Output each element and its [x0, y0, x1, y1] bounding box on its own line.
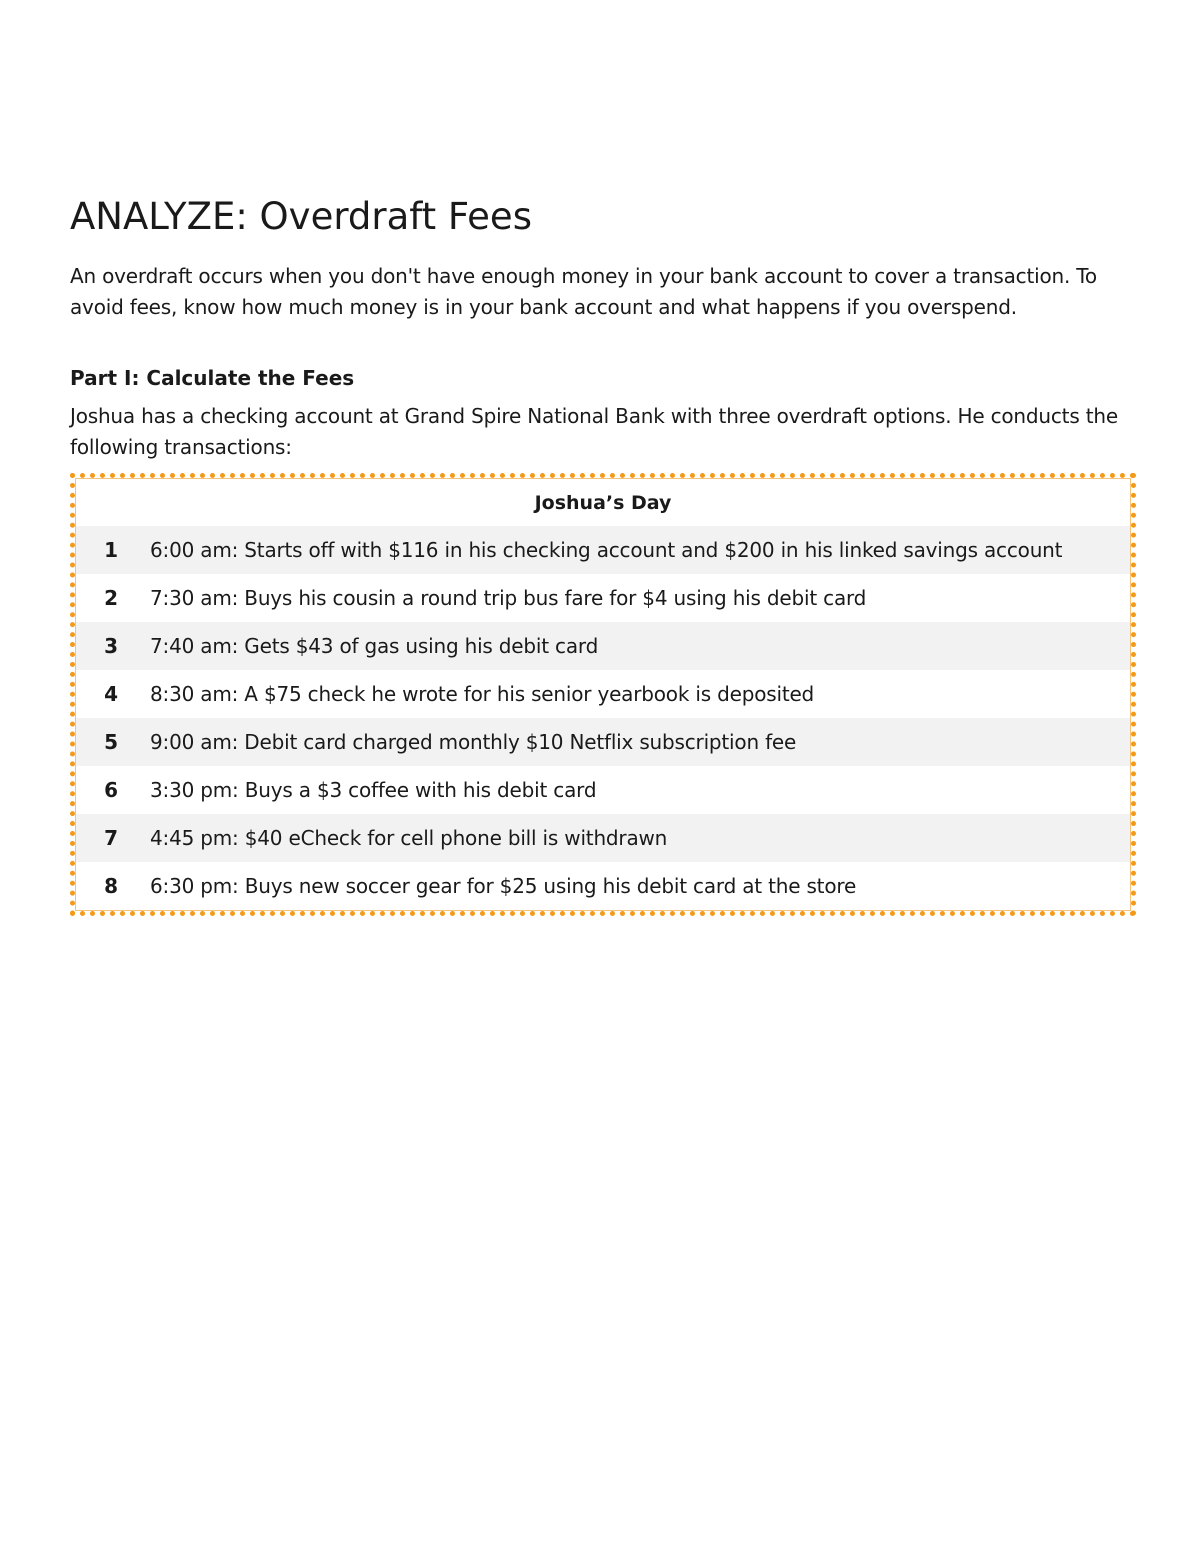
row-number: 3	[104, 634, 118, 658]
part1-heading: Part I: Calculate the Fees	[70, 366, 355, 390]
row-number: 5	[104, 730, 118, 754]
table-row	[76, 862, 1130, 910]
row-description: 7:40 am: Gets $43 of gas using his debit card	[150, 634, 599, 658]
transactions-table-frame	[70, 473, 1136, 916]
document-page	[70, 195, 1138, 916]
table-row	[76, 718, 1130, 766]
row-description: 8:30 am: A $75 check he wrote for his senior yearbook is deposited	[150, 682, 815, 706]
row-description: 3:30 pm: Buys a $3 coffee with his debit card	[150, 778, 597, 802]
table-header: Joshua’s Day	[534, 491, 672, 514]
table-row	[76, 526, 1130, 574]
table-row	[76, 814, 1130, 862]
table-row	[76, 622, 1130, 670]
table-row	[76, 766, 1130, 814]
row-description: 6:30 pm: Buys new soccer gear for $25 using his debit card at the store	[150, 874, 857, 898]
row-number: 6	[104, 778, 118, 802]
part1-text: Joshua has a checking account at Grand Spire National Bank with three overdraft options. He conducts the following transactions:	[70, 404, 1118, 459]
row-number: 2	[104, 586, 118, 610]
page-title: ANALYZE: Overdraft Fees	[70, 195, 532, 238]
row-description: 9:00 am: Debit card charged monthly $10 Netflix subscription fee	[150, 730, 797, 754]
table-row	[76, 574, 1130, 622]
row-number: 4	[104, 682, 118, 706]
transactions-table	[76, 479, 1130, 910]
row-number: 1	[104, 538, 118, 562]
row-number: 8	[104, 874, 118, 898]
intro-paragraph: An overdraft occurs when you don't have enough money in your bank account to cover a transaction. To avoid fees, know how much money is in your bank account and what happens if you overspend.	[70, 264, 1097, 319]
row-description: 7:30 am: Buys his cousin a round trip bus fare for $4 using his debit card	[150, 586, 867, 610]
row-description: 4:45 pm: $40 eCheck for cell phone bill is withdrawn	[150, 826, 668, 850]
row-description: 6:00 am: Starts off with $116 in his checking account and $200 in his linked savings account	[150, 538, 1063, 562]
table-row	[76, 670, 1130, 718]
row-number: 7	[104, 826, 118, 850]
